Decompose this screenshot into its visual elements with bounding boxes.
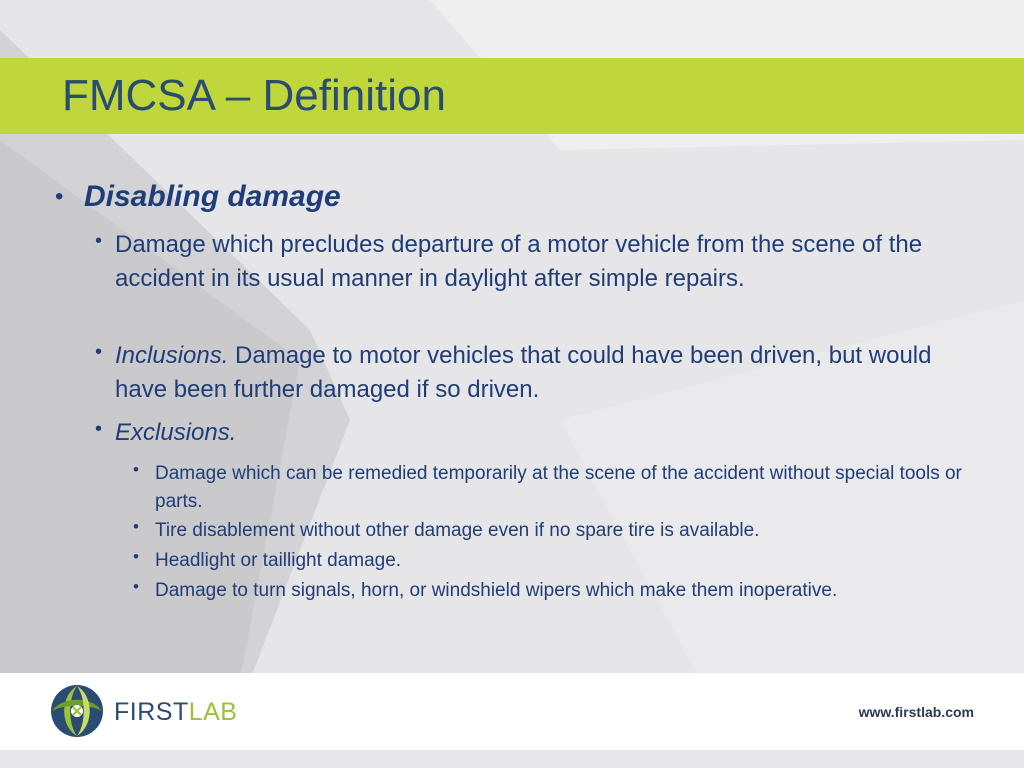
inclusions-label: Inclusions.: [115, 342, 229, 369]
exclusion-item-text: Tire disablement without other damage even if no spare tire is available.: [155, 520, 760, 541]
bullet-marker: •: [95, 341, 103, 363]
logo-lab: LAB: [188, 698, 238, 726]
bullet-marker: •: [133, 517, 139, 536]
exclusions-label: Exclusions.: [115, 419, 237, 446]
exclusion-item-text: Headlight or taillight damage.: [155, 550, 402, 571]
bullet-marker: •: [133, 547, 139, 566]
firstlab-emblem-icon: [50, 684, 104, 738]
main-bullet-text: Disabling damage: [84, 180, 341, 213]
logo-first: FIRST: [114, 698, 189, 726]
bullet-marker: •: [133, 577, 139, 596]
sub-bullet-text: Damage which precludes departure of a motor vehicle from the scene of the accident in its usual manner in daylight after simple repairs.: [115, 231, 923, 292]
firstlab-logo-text: [114, 697, 237, 727]
sub-bullet-text: [115, 339, 975, 407]
slide-title: FMCSA – Definition: [62, 71, 446, 120]
bullet-marker: •: [133, 460, 139, 479]
inclusions-text: Damage to motor vehicles that could have been driven, but would have been further damaged if so driven.: [115, 342, 932, 403]
sub-bullet-text: [115, 416, 975, 450]
bullet-marker: •: [55, 183, 64, 210]
bullet-marker: •: [95, 418, 103, 440]
footer-strip: [0, 750, 1024, 768]
bullet-marker: •: [95, 230, 103, 252]
exclusion-item-text: Damage which can be remedied temporarily at the scene of the accident without special tools or parts.: [155, 463, 962, 512]
exclusion-item-text: Damage to turn signals, horn, or windshield wipers which make them inoperative.: [155, 580, 838, 601]
website-url: www.firstlab.com: [858, 704, 974, 720]
